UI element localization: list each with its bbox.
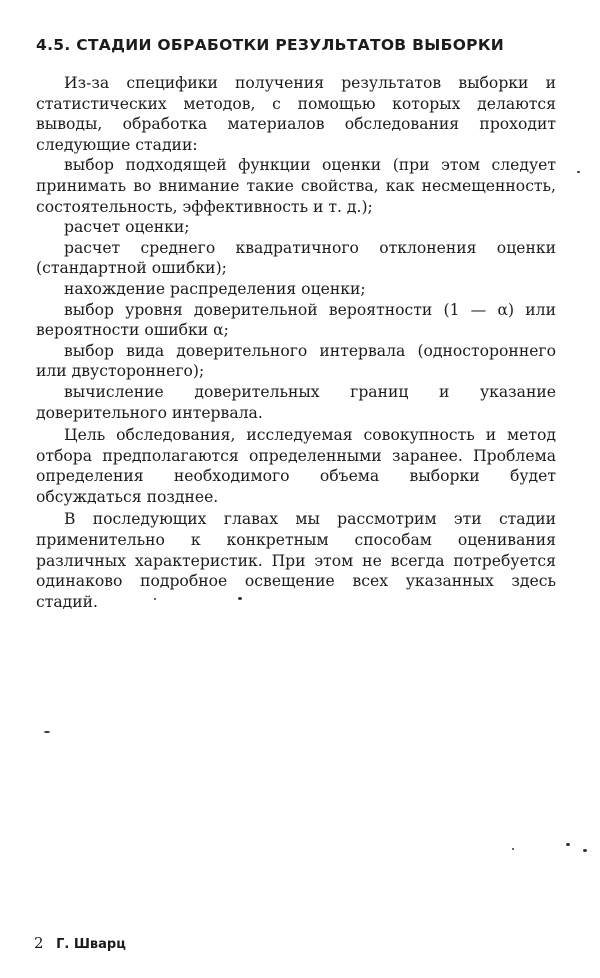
scan-speck [238,597,242,600]
scan-speck [512,848,514,850]
page-footer [34,934,126,954]
scan-speck [583,849,587,852]
body-text [36,73,556,612]
list-item: выбор уровня доверительной вероятности (1 — α) или вероятности ошибки α; [36,300,556,340]
scan-speck [44,731,50,733]
list-item: выбор вида доверительного интервала (одностороннего или двустороннего); [36,341,556,381]
intro-paragraph: Из-за специфики получения результатов выборки и статистических методов, с помощью которых делаются выводы, обработка материалов обследования проходит следующие стадии: [36,74,556,154]
section-heading: 4.5. СТАДИИ ОБРАБОТКИ РЕЗУЛЬТАТОВ ВЫБОРКИ [36,36,505,54]
list-item: выбор подходящей функции оценки (при этом следует принимать во внимание такие свойства, как несмещенность, состоятельность, эффективность и т. д.); [36,156,556,216]
list-item: расчет среднего квадратичного отклонения оценки (стандартной ошибки); [36,238,556,278]
goal-paragraph: Цель обследования, исследуемая совокупность и метод отбора предполагаются определенными заранее. Проблема определения необходимого объема выборки будет обсуждаться позднее. [36,426,556,506]
closing-paragraph: В последующих главах мы рассмотрим эти стадии применительно к конкретным способам оценивания различных характеристик. При этом не всегда потребуется одинаково подробное освещение всех указанных здесь стадий. [36,510,556,611]
list-item: вычисление доверительных границ и указание доверительного интервала. [36,382,556,422]
scan-speck [566,843,570,846]
page-number: 2 [34,934,44,952]
running-head: Г. Шварц [56,937,126,952]
list-item: расчет оценки; [64,218,190,237]
scan-speck [154,598,156,600]
list-item: нахождение распределения оценки; [64,279,366,298]
scan-speck [577,171,580,173]
